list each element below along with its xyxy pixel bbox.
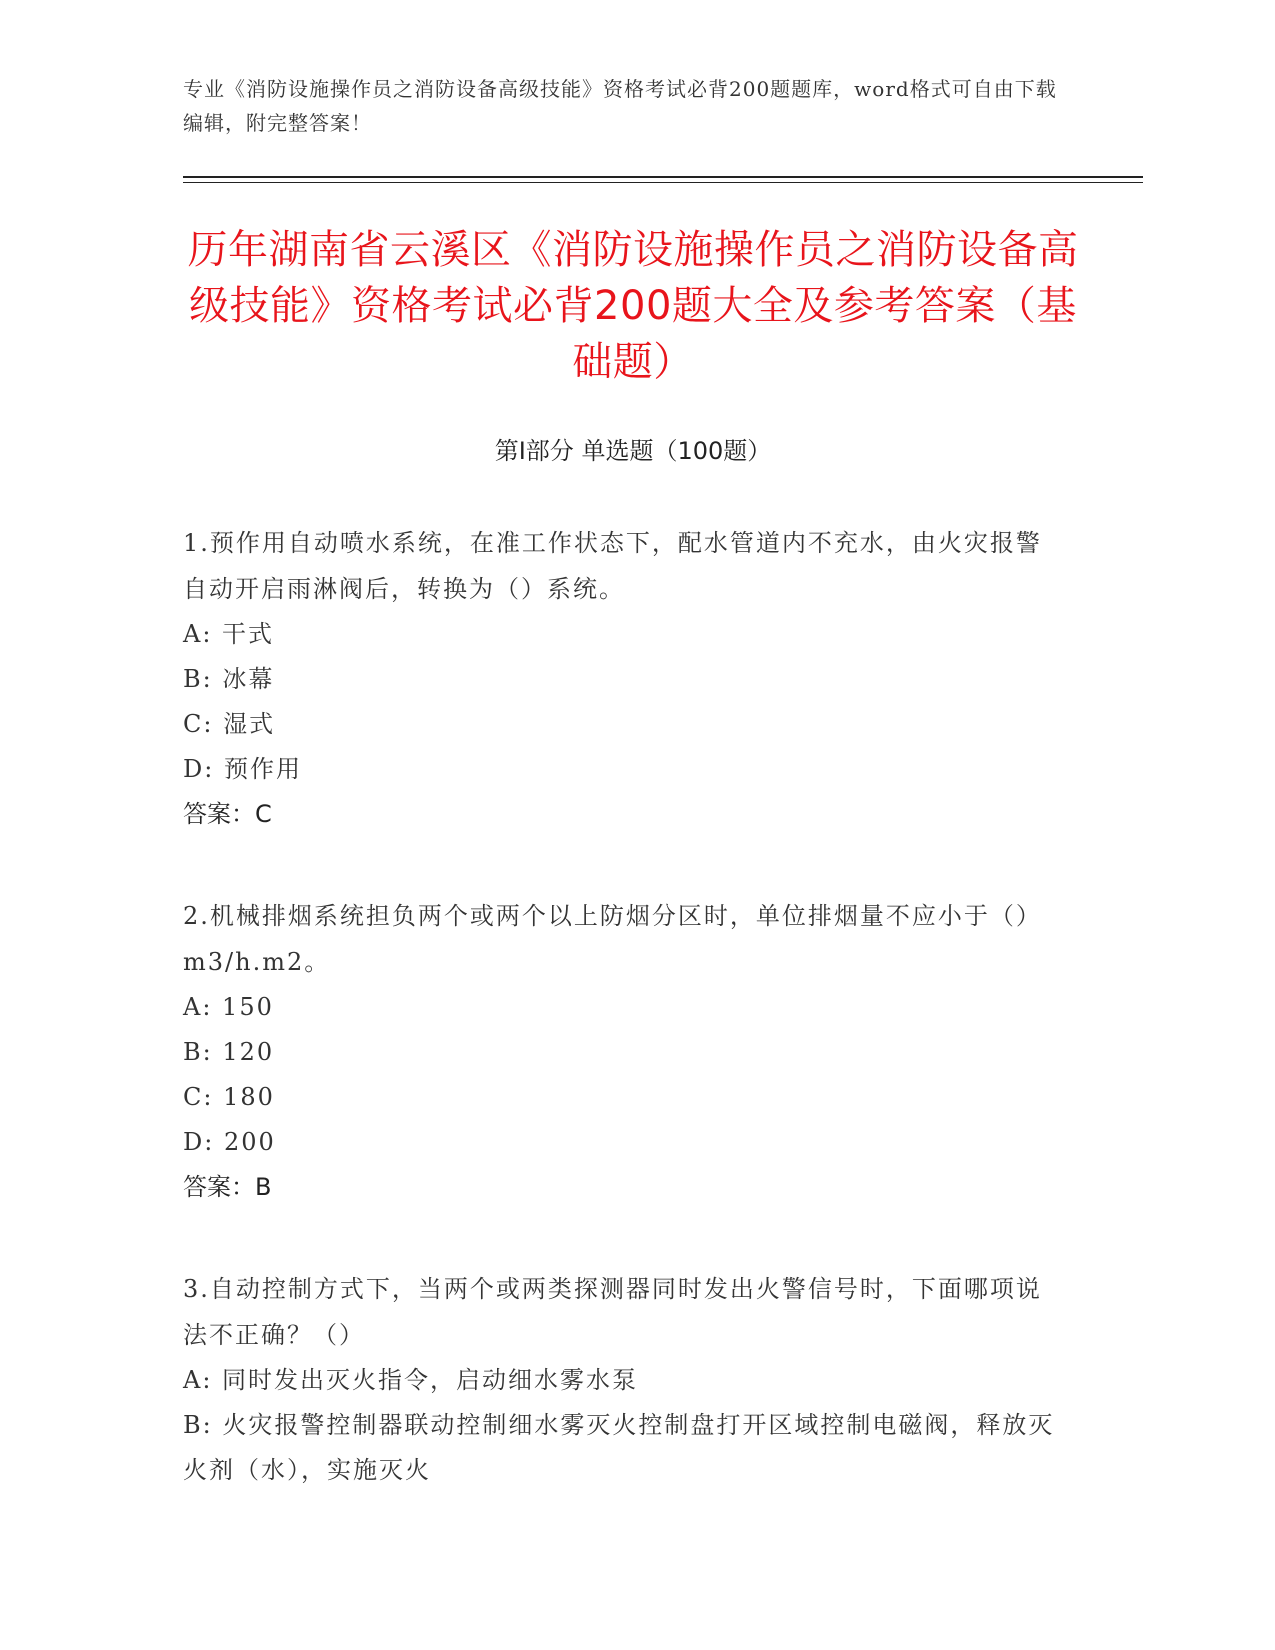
question-list [183,520,1063,1549]
question-stem: 2.机械排烟系统担负两个或两个以上防烟分区时，单位排烟量不应小于（）m3/h.m2。 [183,902,1042,976]
answer-line: 答案：B [183,1173,272,1201]
option-d: D: 200 [183,1128,276,1156]
header-note: 专业《消防设施操作员之消防设备高级技能》资格考试必背200题题库，word格式可自由下载编辑，附完整答案！ [183,77,1057,135]
header-divider-thick [183,176,1143,178]
option-b: B: 冰幕 [183,665,275,693]
answer-line: 答案：C [183,800,272,828]
question-stem: 1.预作用自动喷水系统，在准工作状态下，配水管道内不充水，由火灾报警自动开启雨淋阀后，转换为（）系统。 [183,529,1042,603]
question-3 [183,1266,1063,1493]
document-title: 历年湖南省云溪区《消防设施操作员之消防设备高级技能》资格考试必背200题大全及参考答案（基础题） [187,227,1079,385]
option-b: B: 120 [183,1038,275,1066]
option-c: C: 湿式 [183,710,276,738]
option-a: A: 同时发出灭火指令，启动细水雾水泵 [183,1366,639,1394]
question-2 [183,893,1063,1210]
option-b: B: 火灾报警控制器联动控制细水雾灭火控制盘打开区域控制电磁阀，释放灭火剂（水），实施灭火 [183,1411,1055,1484]
option-a: A: 150 [183,993,274,1021]
option-c: C: 180 [183,1083,275,1111]
section-title: 第Ⅰ部分 单选题（100题） [494,437,772,465]
header-divider-thin [183,182,1143,183]
question-1 [183,520,1063,837]
question-stem: 3.自动控制方式下，当两个或两类探测器同时发出火警信号时，下面哪项说法不正确？（） [183,1275,1042,1349]
option-a: A: 干式 [183,620,275,648]
option-d: D: 预作用 [183,755,302,783]
